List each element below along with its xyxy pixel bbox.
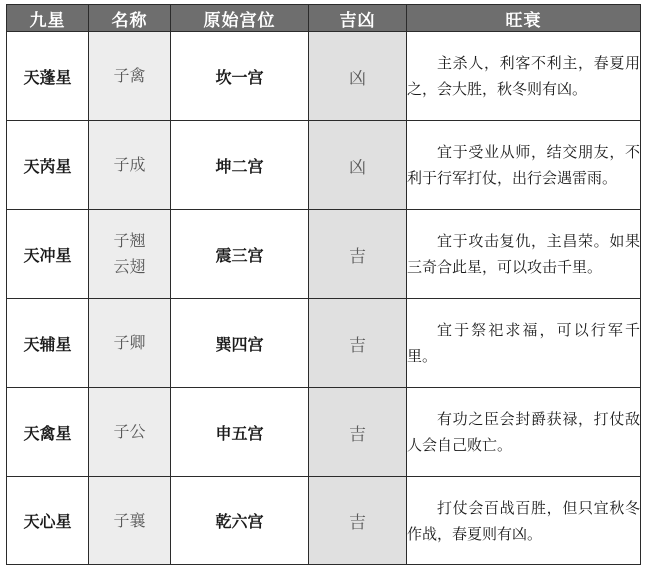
luck-cell: 吉 bbox=[309, 388, 407, 477]
desc-text: 主杀人，利客不利主，春夏用之，会大胜，秋冬则有凶。 bbox=[407, 54, 640, 98]
name-cell bbox=[89, 121, 171, 210]
name-cell bbox=[89, 299, 171, 388]
desc-text: 宜于受业从师，结交朋友，不利于行军打仗，出行会遇雷雨。 bbox=[407, 143, 640, 187]
desc-cell bbox=[407, 477, 641, 565]
table-header bbox=[7, 5, 641, 32]
desc-text: 打仗会百战百胜，但只宜秋冬作战，春夏则有凶。 bbox=[407, 498, 640, 543]
luck-cell: 凶 bbox=[309, 121, 407, 210]
header-prosperity: 旺衰 bbox=[407, 5, 641, 32]
luck-cell: 吉 bbox=[309, 210, 407, 299]
table-row bbox=[7, 121, 641, 210]
star-cell: 天芮星 bbox=[7, 121, 89, 210]
page bbox=[6, 4, 640, 566]
header-palace: 原始宫位 bbox=[171, 5, 309, 32]
desc-cell bbox=[407, 210, 641, 299]
palace-cell: 申五宫 bbox=[171, 388, 309, 477]
luck-cell: 凶 bbox=[309, 32, 407, 121]
palace-cell: 坎一宫 bbox=[171, 32, 309, 121]
header-luck: 吉凶 bbox=[309, 5, 407, 32]
palace-cell: 乾六宫 bbox=[171, 477, 309, 565]
star-cell: 天冲星 bbox=[7, 210, 89, 299]
name-cell bbox=[89, 210, 171, 299]
table-body bbox=[7, 32, 641, 565]
name-cell bbox=[89, 32, 171, 121]
name-cell bbox=[89, 388, 171, 477]
name-line: 子禽 bbox=[113, 66, 146, 85]
desc-cell bbox=[407, 299, 641, 388]
nine-stars-table bbox=[6, 4, 641, 565]
name-line: 子翘 bbox=[113, 231, 146, 250]
name-line: 子卿 bbox=[113, 333, 146, 352]
name-line: 子公 bbox=[113, 422, 146, 441]
header-star: 九星 bbox=[7, 5, 89, 32]
desc-cell bbox=[407, 388, 641, 477]
table-row bbox=[7, 210, 641, 299]
desc-cell bbox=[407, 32, 641, 121]
table-row bbox=[7, 32, 641, 121]
luck-cell: 吉 bbox=[309, 477, 407, 565]
luck-cell: 吉 bbox=[309, 299, 407, 388]
name-line: 云翅 bbox=[113, 257, 146, 276]
table-row bbox=[7, 388, 641, 477]
table-row bbox=[7, 477, 641, 565]
name-line: 子襄 bbox=[113, 510, 146, 530]
palace-cell: 震三宫 bbox=[171, 210, 309, 299]
palace-cell: 坤二宫 bbox=[171, 121, 309, 210]
table-row bbox=[7, 299, 641, 388]
desc-text: 宜于攻击复仇，主昌荣。如果三奇合此星，可以攻击千里。 bbox=[407, 232, 640, 276]
desc-text: 宜于祭祀求福，可以行军千里。 bbox=[407, 321, 640, 365]
palace-cell: 巽四宫 bbox=[171, 299, 309, 388]
star-cell: 天心星 bbox=[7, 477, 89, 565]
desc-cell bbox=[407, 121, 641, 210]
name-line: 子成 bbox=[113, 155, 146, 174]
name-cell bbox=[89, 477, 171, 565]
star-cell: 天辅星 bbox=[7, 299, 89, 388]
desc-text: 有功之臣会封爵获禄，打仗敌人会自己败亡。 bbox=[407, 410, 640, 454]
star-cell: 天蓬星 bbox=[7, 32, 89, 121]
star-cell: 天禽星 bbox=[7, 388, 89, 477]
header-name: 名称 bbox=[89, 5, 171, 32]
